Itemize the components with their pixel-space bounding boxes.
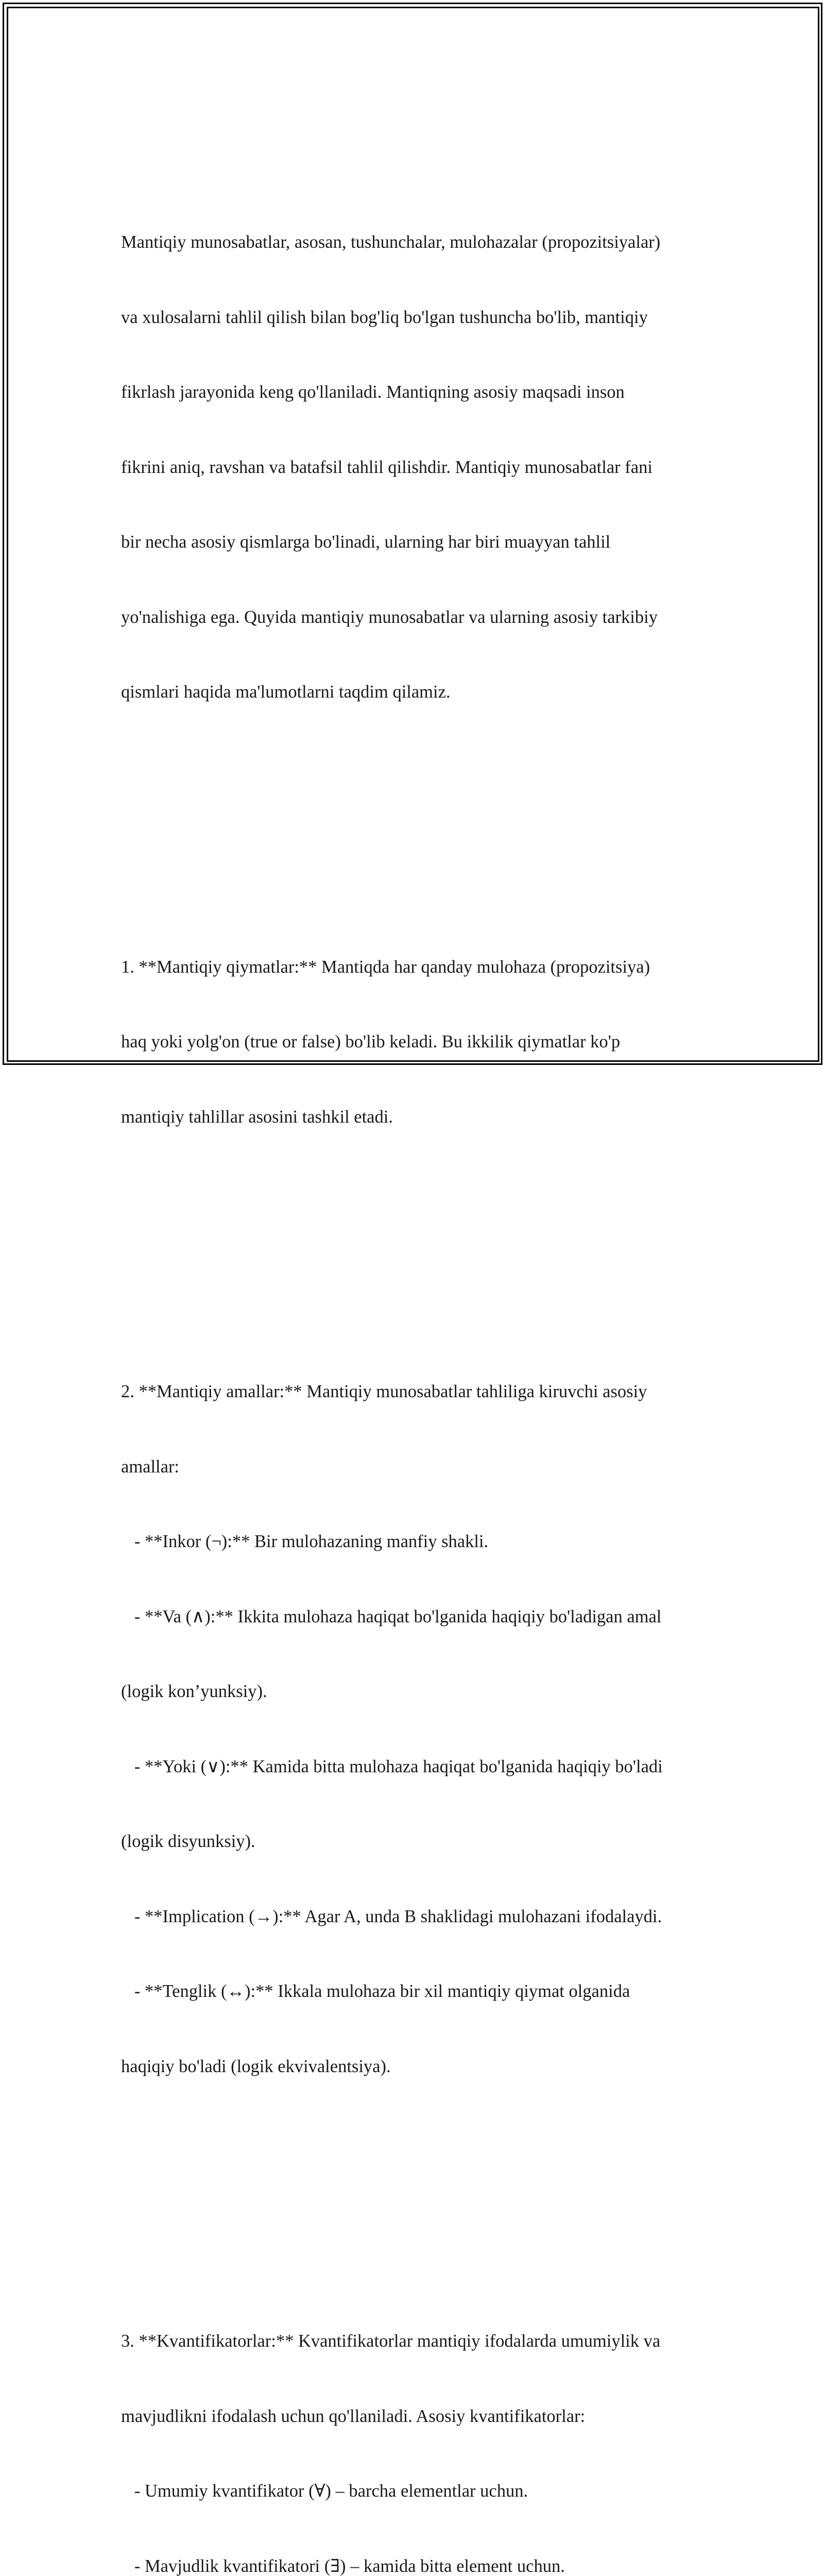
text-line: 1. **Mantiqiy qiymatlar:** Mantiqda har qanday mulohaza (propozitsiya) [121, 955, 703, 980]
paragraph-gap [121, 1229, 703, 1255]
list-item: - **Yoki (∨):** Kamida bitta mulohaza haqiqat bo'lganida haqiqiy bo'ladi [121, 1754, 703, 1780]
paragraph-gap [121, 805, 703, 830]
list-item: - **Tenglik (↔):** Ikkala mulohaza bir xil mantiqiy qiymat olganida [121, 1979, 703, 2004]
text-line: yo'nalishiga ega. Quyida mantiqiy munosabatlar va ularning asosiy tarkibiy [121, 605, 703, 630]
text-line: 2. **Mantiqiy amallar:** Mantiqiy munosabatlar tahliliga kiruvchi asosiy [121, 1379, 703, 1404]
list-item: - **Implication (→):** Agar A, unda B shaklidagi mulohazani ifodalaydi. [121, 1904, 703, 1929]
text-line: bir necha asosiy qismlarga bo'linadi, ularning har biri muayyan tahlil [121, 530, 703, 555]
text-line: mantiqiy tahlillar asosini tashkil etadi. [121, 1105, 703, 1130]
text-line: qismlari haqida ma'lumotlarni taqdim qilamiz. [121, 680, 703, 705]
list-item: - **Va (∧):** Ikkita mulohaza haqiqat bo'lganida haqiqiy bo'ladigan amal [121, 1604, 703, 1630]
document-body [121, 130, 703, 2576]
section-mantiqiy-amallar [121, 1329, 703, 2129]
text-line: Mantiqiy munosabatlar, asosan, tushunchalar, mulohazalar (propozitsiyalar) [121, 230, 703, 255]
text-line: haqiqiy bo'ladi (logik ekvivalentsiya). [121, 2054, 703, 2079]
intro-paragraph [121, 180, 703, 755]
text-line: haq yoki yolg'on (true or false) bo'lib keladi. Bu ikkilik qiymatlar ko'p [121, 1029, 703, 1055]
list-item: - Umumiy kvantifikator (∀) – barcha elementlar uchun. [121, 2479, 703, 2504]
list-item: - **Inkor (¬):** Bir mulohazaning manfiy shakli. [121, 1529, 703, 1554]
list-item: - Mavjudlik kvantifikatori (∃) – kamida bitta element uchun. [121, 2554, 703, 2576]
text-line: (logik kon’yunksiy). [121, 1679, 703, 1704]
text-line: (logik disyunksiy). [121, 1829, 703, 1854]
section-kvantifikatorlar [121, 2279, 703, 2576]
text-line: fikrini aniq, ravshan va batafsil tahlil qilishdir. Mantiqiy munosabatlar fani [121, 455, 703, 480]
text-line: va xulosalarni tahlil qilish bilan bog'liq bo'lgan tushuncha bo'lib, mantiqiy [121, 305, 703, 330]
text-line: mavjudlikni ifodalash uchun qo'llaniladi. Asosiy kvantifikatorlar: [121, 2404, 703, 2429]
paragraph-gap [121, 2179, 703, 2204]
text-line: 3. **Kvantifikatorlar:** Kvantifikatorlar mantiqiy ifodalarda umumiylik va [121, 2329, 703, 2354]
section-mantiqiy-qiymatlar [121, 905, 703, 1180]
text-line: fikrlash jarayonida keng qo'llaniladi. Mantiqning asosiy maqsadi inson [121, 380, 703, 405]
text-line: amallar: [121, 1454, 703, 1480]
